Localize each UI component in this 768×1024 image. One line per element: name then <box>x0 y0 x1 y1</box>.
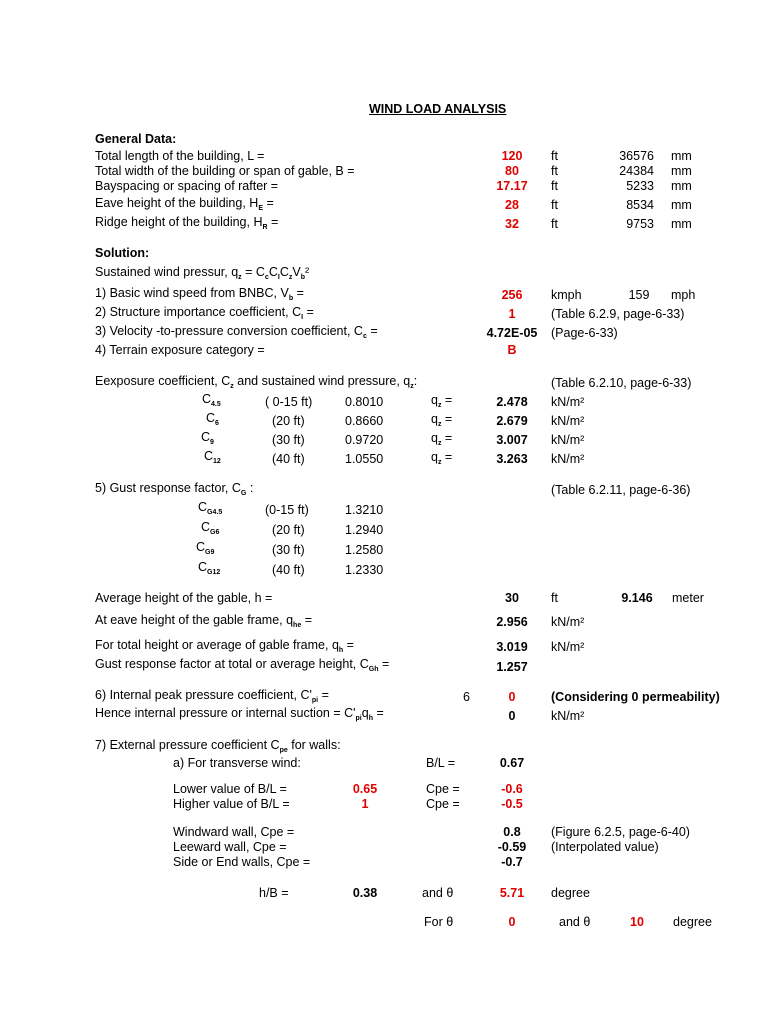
bayspacing-mm: 5233 <box>626 179 654 193</box>
gust-range: (40 ft) <box>272 563 305 577</box>
transverse-label: a) For transverse wind: <box>173 756 301 770</box>
width-label: Total width of the building or span of gable, B = <box>95 164 355 178</box>
hb-label: h/B = <box>259 886 289 900</box>
internal-coef-note: (Considering 0 permeability) <box>551 690 720 704</box>
exposure-qz-value: 2.679 <box>496 414 528 428</box>
bl-label: B/L = <box>426 756 456 770</box>
lower-cpe-label: Cpe = <box>426 782 460 796</box>
hb-theta-value: 5.71 <box>499 886 525 900</box>
avg-height-label: Average height of the gable, h = <box>95 591 273 605</box>
terrain-category-label: 4) Terrain exposure category = <box>95 343 265 357</box>
windward-note: (Figure 6.2.5, page-6-40) <box>551 825 690 839</box>
hb-value: 0.38 <box>352 886 378 900</box>
length-label: Total length of the building, L = <box>95 149 265 163</box>
width-mm: 24384 <box>619 164 654 178</box>
exposure-qz-value: 3.007 <box>496 433 528 447</box>
windward-label: Windward wall, Cpe = <box>173 825 295 839</box>
exposure-qz-unit: kN/m² <box>551 433 585 447</box>
exposure-qz-value: 3.263 <box>496 452 528 466</box>
importance-coef-note: (Table 6.2.9, page-6-33) <box>551 307 685 321</box>
velocity-coef-note: (Page-6-33) <box>551 326 618 340</box>
higher-cpe-label: Cpe = <box>426 797 460 811</box>
eave-pressure-unit: kN/m² <box>551 615 585 629</box>
terrain-category-value: B <box>507 343 517 357</box>
lower-bl-value: 0.65 <box>352 782 378 796</box>
avg-height-meter-unit: meter <box>672 591 704 605</box>
side-walls-value: -0.7 <box>501 855 523 869</box>
exposure-range: (40 ft) <box>272 452 305 466</box>
wind-speed-mph: 159 <box>628 288 650 302</box>
leeward-note: (Interpolated value) <box>551 840 659 854</box>
gust-range: (20 ft) <box>272 523 305 537</box>
bayspacing-unit: ft <box>551 179 558 193</box>
ridge-height-mm: 9753 <box>626 217 654 231</box>
windward-value: 0.8 <box>503 825 521 839</box>
hb-theta-unit: degree <box>551 886 590 900</box>
exposure-coef: 0.9720 <box>345 433 384 447</box>
velocity-coef-value: 4.72E-05 <box>486 326 538 340</box>
width-unit: ft <box>551 164 558 178</box>
internal-coef-num: 6 <box>463 690 470 704</box>
bayspacing-label: Bayspacing or spacing of rafter = <box>95 179 279 193</box>
leeward-value: -0.59 <box>497 840 527 854</box>
gust-coef: 1.2580 <box>345 543 384 557</box>
length-mm-unit: mm <box>671 149 692 163</box>
eave-pressure-label: At eave height of the gable frame, $q_{he}$ = <box>95 613 312 629</box>
exposure-c-label: $C_6$ <box>206 411 219 427</box>
exposure-coef: 0.8010 <box>345 395 384 409</box>
exposure-qz-label: $q_z$ = <box>431 431 453 447</box>
exposure-qz-value: 2.478 <box>496 395 528 409</box>
width-value: 80 <box>505 164 519 178</box>
internal-pressure-unit: kN/m² <box>551 709 585 723</box>
bayspacing-mm-unit: mm <box>671 179 692 193</box>
exposure-qz-label: $q_z$ = <box>431 450 453 466</box>
eave-pressure-value: 2.956 <box>496 615 528 629</box>
gust-coef: 1.3210 <box>345 503 384 517</box>
gust-c-label: $C_{G9}$ <box>196 540 215 556</box>
eave-height-mm-unit: mm <box>671 198 692 212</box>
exposure-c-label: $C_{12}$ <box>204 449 221 465</box>
exposure-heading: Eexposure coefficient, $C_z$ and sustained wind pressure, $q_z$: <box>95 374 418 390</box>
gust-coef: 1.2940 <box>345 523 384 537</box>
wind-speed-value: 256 <box>501 288 523 302</box>
gust-c-label: $C_{G4.5}$ <box>198 500 223 516</box>
gust-c-label: $C_{G6}$ <box>201 520 220 536</box>
total-pressure-value: 3.019 <box>496 640 528 654</box>
length-value: 120 <box>501 149 523 163</box>
ridge-height-value: 32 <box>505 217 519 231</box>
exposure-qz-unit: kN/m² <box>551 452 585 466</box>
length-mm: 36576 <box>619 149 654 163</box>
gust-range: (0-15 ft) <box>265 503 309 517</box>
exposure-range: (30 ft) <box>272 433 305 447</box>
eave-height-label: Eave height of the building, $H_E$ = <box>95 196 274 212</box>
for-and-theta: and θ <box>559 915 591 929</box>
wind-speed-label: 1) Basic wind speed from BNBC, $V_b$ = <box>95 286 304 302</box>
exposure-c-label: $C_{4.5}$ <box>202 392 221 408</box>
exposure-coef: 1.0550 <box>345 452 384 466</box>
wind-speed-unit: kmph <box>551 288 582 302</box>
ridge-height-mm-unit: mm <box>671 217 692 231</box>
gust-factor-value: 1.257 <box>496 660 528 674</box>
gust-note: (Table 6.2.11, page-6-36) <box>551 483 691 497</box>
for-theta2-value: 10 <box>630 915 644 929</box>
eave-height-value: 28 <box>505 198 519 212</box>
ridge-height-label: Ridge height of the building, $H_R$ = <box>95 215 279 231</box>
exposure-range: ( 0-15 ft) <box>265 395 313 409</box>
avg-height-meter: 9.146 <box>621 591 653 605</box>
width-mm-unit: mm <box>671 164 692 178</box>
exposure-qz-label: $q_z$ = <box>431 393 453 409</box>
higher-cpe-value: -0.5 <box>501 797 523 811</box>
exposure-note: (Table 6.2.10, page-6-33) <box>551 376 692 390</box>
total-pressure-label: For total height or average of gable frame, $q_h$ = <box>95 638 354 654</box>
total-pressure-unit: kN/m² <box>551 640 585 654</box>
importance-coef-value: 1 <box>508 307 516 321</box>
avg-height-unit: ft <box>551 591 558 605</box>
length-unit: ft <box>551 149 558 163</box>
exposure-qz-label: $q_z$ = <box>431 412 453 428</box>
gust-range: (30 ft) <box>272 543 305 557</box>
exposure-coef: 0.8660 <box>345 414 384 428</box>
gust-coef: 1.2330 <box>345 563 384 577</box>
gust-factor-label: Gust response factor at total or average height, $C_{Gh}$ = <box>95 657 390 673</box>
gust-c-label: $C_{G12}$ <box>198 560 221 576</box>
exposure-qz-unit: kN/m² <box>551 414 585 428</box>
higher-bl-label: Higher value of B/L = <box>173 797 290 811</box>
page-title: WIND LOAD ANALYSIS <box>369 102 507 116</box>
internal-pressure-label: Hence internal pressure or internal suction = $C'_{pi}q_h$ = <box>95 706 384 722</box>
leeward-label: Leeward wall, Cpe = <box>173 840 287 854</box>
internal-pressure-value: 0 <box>508 709 516 723</box>
exposure-qz-unit: kN/m² <box>551 395 585 409</box>
internal-coef-label: 6) Internal peak pressure coefficient, $C'_{pi}$ = <box>95 688 329 704</box>
lower-bl-label: Lower value of B/L = <box>173 782 287 796</box>
eave-height-mm: 8534 <box>626 198 654 212</box>
for-theta-label: For θ <box>424 915 454 929</box>
for-theta-unit: degree <box>673 915 712 929</box>
sustained-formula: Sustained wind pressur, $q_z = C_cC_IC_zV_b^2$ <box>95 265 310 281</box>
exposure-range: (20 ft) <box>272 414 305 428</box>
hb-and-theta: and θ <box>422 886 454 900</box>
eave-height-unit: ft <box>551 198 558 212</box>
internal-coef-value: 0 <box>508 690 516 704</box>
avg-height-value: 30 <box>505 591 519 605</box>
ridge-height-unit: ft <box>551 217 558 231</box>
for-theta1-value: 0 <box>508 915 516 929</box>
velocity-coef-label: 3) Velocity -to-pressure conversion coefficient, $C_c$ = <box>95 324 378 340</box>
importance-coef-label: 2) Structure importance coefficient, $C_I$ = <box>95 305 314 321</box>
solution-heading: Solution: <box>95 246 150 260</box>
side-walls-label: Side or End walls, Cpe = <box>173 855 311 869</box>
exposure-c-label: $C_9$ <box>201 430 214 446</box>
bayspacing-value: 17.17 <box>496 179 528 193</box>
bl-value: 0.67 <box>499 756 525 770</box>
external-coef-heading: 7) External pressure coefficient $C_{pe}$ for walls: <box>95 738 341 754</box>
general-heading: General Data: <box>95 132 177 146</box>
lower-cpe-value: -0.6 <box>501 782 523 796</box>
wind-speed-mph-unit: mph <box>671 288 696 302</box>
higher-bl-value: 1 <box>361 797 369 811</box>
gust-heading: 5) Gust response factor, $C_G$ : <box>95 481 254 497</box>
